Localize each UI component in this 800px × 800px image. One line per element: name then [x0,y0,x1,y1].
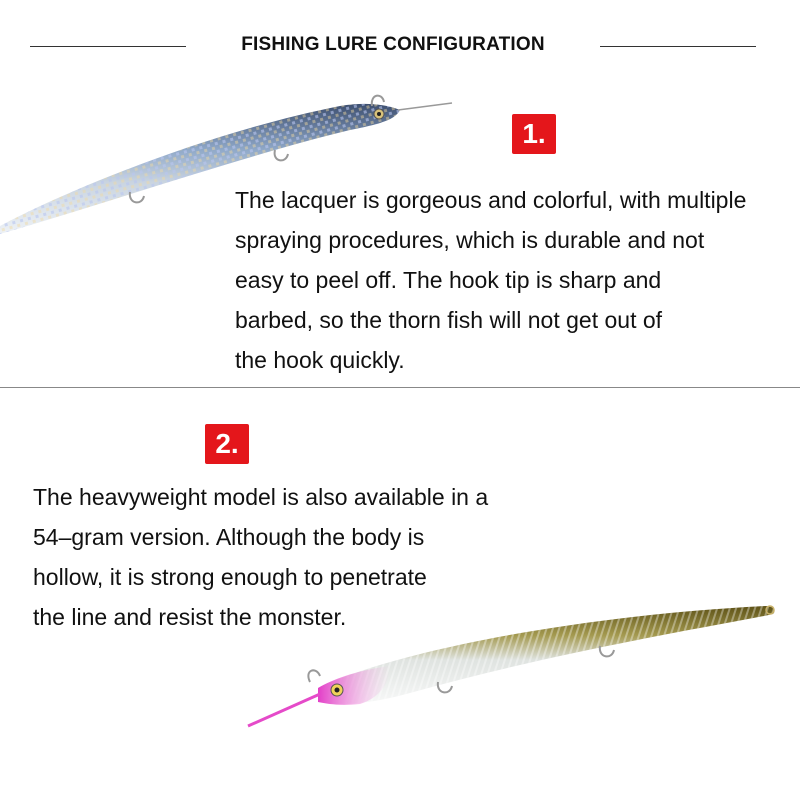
lure-image-gold [240,598,800,738]
page-title: FISHING LURE CONFIGURATION [241,34,545,55]
section1-line: easy to peel off. The hook tip is sharp and [235,267,662,293]
section-divider [0,387,800,388]
step-badge-2: 2. [205,424,249,464]
step-badge-1: 1. [512,114,556,154]
section2-line: the line and resist the monster. [33,604,347,630]
header-rule-right [600,46,756,47]
header-rule-left [30,46,186,47]
section1-line: barbed, so the thorn fish will not get out of [235,307,663,333]
section1-line: The lacquer is gorgeous and colorful, with multiple [235,187,747,213]
section1-description [235,180,800,380]
section1-line: spraying procedures, which is durable and not [235,227,705,253]
section2-line: 54–gram version. Although the body is [33,524,425,550]
section1-line: the hook quickly. [235,347,405,373]
section2-line: The heavyweight model is also available in a [33,484,489,510]
section2-line: hollow, it is strong enough to penetrate [33,564,427,590]
